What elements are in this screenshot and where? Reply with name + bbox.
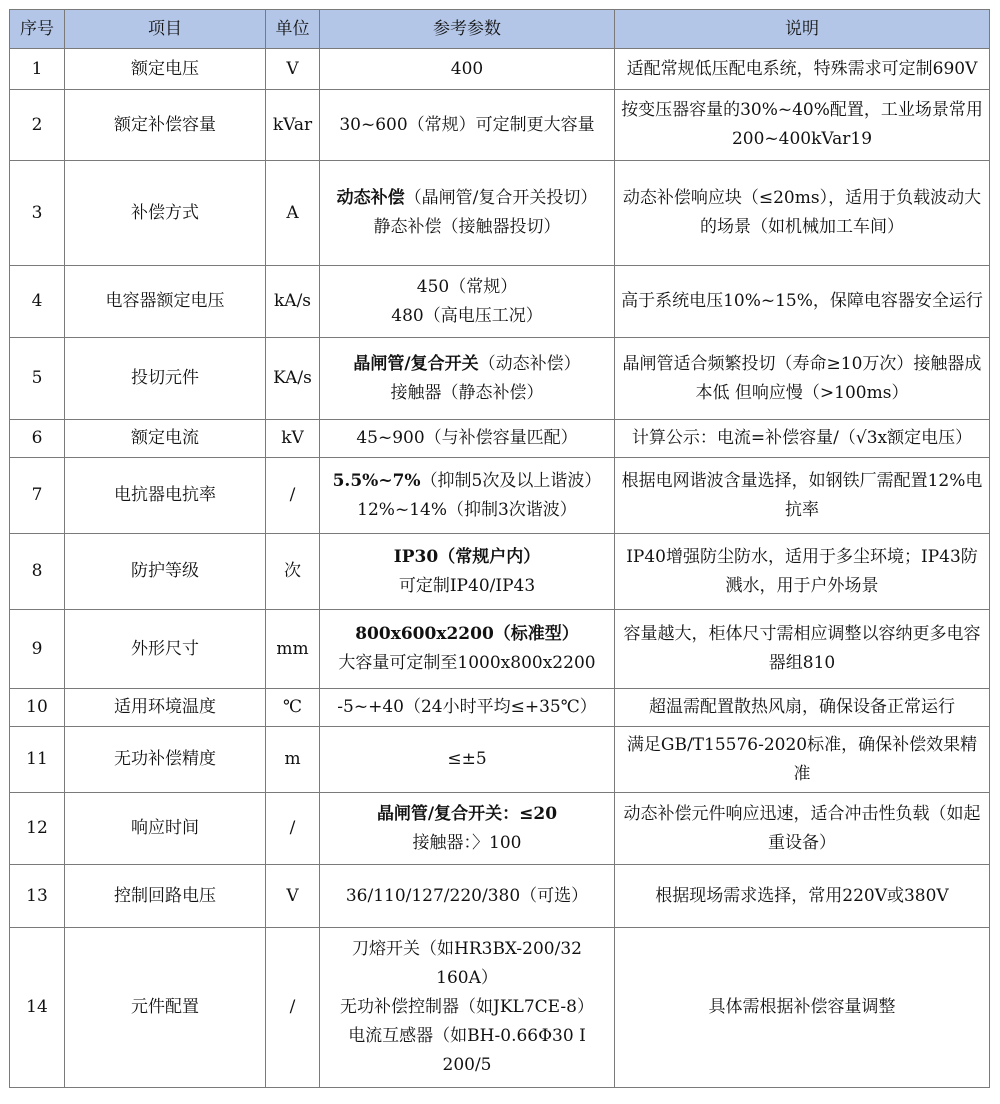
ref-line: 480（高电压工况） (391, 305, 543, 326)
cell-ref (320, 534, 615, 610)
cell-desc (615, 90, 990, 161)
cell-item: 额定电流 (65, 420, 266, 458)
ref-line: 刀熔开关（如HR3BX-200/32 (352, 939, 582, 959)
desc-text: 高于系统电压10%~15%，保障电容器安全运行 (621, 291, 983, 311)
cell-desc (615, 49, 990, 90)
cell-no: 12 (10, 793, 65, 865)
ref-line: 电流互感器（如BH-0.66Φ30 I (348, 1026, 586, 1046)
cell-desc (615, 865, 990, 928)
cell-ref (320, 793, 615, 865)
ref-line: 12%~14%（抑制3次谐波） (357, 499, 577, 520)
ref-line: ≤±5 (447, 749, 487, 769)
cell-no: 11 (10, 727, 65, 793)
cell-desc (615, 727, 990, 793)
ref-suffix: （动态补偿） (478, 353, 581, 374)
desc-text: 根据电网谐波含量选择，如钢铁厂需配置12%电抗率 (621, 470, 983, 520)
ref-suffix: （晶闸管/复合开关投切） (404, 188, 598, 208)
table-row (10, 865, 990, 928)
ref-suffix: （抑制5次及以上谐波） (420, 470, 602, 491)
cell-no: 3 (10, 161, 65, 266)
cell-ref (320, 689, 615, 727)
cell-item: 电抗器电抗率 (65, 458, 266, 534)
table-row (10, 689, 990, 727)
table-row (10, 610, 990, 689)
table-row (10, 161, 990, 266)
cell-ref (320, 928, 615, 1088)
cell-unit: ℃ (266, 689, 320, 727)
table-row (10, 793, 990, 865)
cell-item: 控制回路电压 (65, 865, 266, 928)
cell-unit: kV (266, 420, 320, 458)
cell-unit: A (266, 161, 320, 266)
cell-item: 外形尺寸 (65, 610, 266, 689)
ref-line: 接触器（静态补偿） (390, 382, 544, 403)
desc-text: 根据现场需求选择，常用220V或380V (655, 885, 949, 906)
cell-desc (615, 266, 990, 338)
cell-item: 额定补偿容量 (65, 90, 266, 161)
cell-no: 14 (10, 928, 65, 1088)
cell-desc (615, 928, 990, 1088)
ref-line (324, 467, 610, 496)
desc-text: 晶闸管适合频繁投切（寿命≥10万次）接触器成本低 但响应慢（>100ms） (622, 353, 982, 403)
cell-ref (320, 49, 615, 90)
ref-line: -5~+40（24小时平均≤+35℃） (337, 697, 597, 717)
ref-line: 36/110/127/220/380（可选） (345, 885, 589, 906)
ref-bold: 动态补偿 (336, 188, 405, 208)
cell-no: 8 (10, 534, 65, 610)
header-unit: 单位 (266, 10, 320, 49)
cell-unit: KA/s (266, 338, 320, 420)
desc-text: IP40增强防尘防水，适用于多尘环境；IP43防溅水，用于户外场景 (626, 546, 978, 596)
table-row (10, 420, 990, 458)
cell-item: 适用环境温度 (65, 689, 266, 727)
desc-text: 按变压器容量的30%~40%配置，工业场景常用200~400kVar19 (621, 100, 983, 149)
cell-unit: kA/s (266, 266, 320, 338)
cell-no: 7 (10, 458, 65, 534)
cell-desc (615, 420, 990, 458)
desc-text: 计算公示：电流=补偿容量/（√3x额定电压） (631, 428, 973, 448)
cell-desc (615, 458, 990, 534)
cell-unit: kVar (266, 90, 320, 161)
cell-item: 补偿方式 (65, 161, 266, 266)
cell-item: 元件配置 (65, 928, 266, 1088)
table-row (10, 49, 990, 90)
ref-bold: 5.5%~7% (332, 470, 421, 491)
ref-line: 400 (450, 58, 484, 79)
ref-bold: 800x600x2200（标准型） (355, 624, 579, 644)
ref-line: 450（常规） (416, 276, 518, 297)
ref-line: 30~600（常规）可定制更大容量 (339, 114, 595, 135)
cell-item: 无功补偿精度 (65, 727, 266, 793)
header-ref: 参考参数 (320, 10, 615, 49)
cell-ref (320, 610, 615, 689)
header-item: 项目 (65, 10, 266, 49)
ref-line: 静态补偿（接触器投切） (373, 217, 561, 237)
cell-item: 电容器额定电压 (65, 266, 266, 338)
table-row (10, 266, 990, 338)
cell-desc (615, 793, 990, 865)
cell-unit: 次 (266, 534, 320, 610)
desc-text: 容量越大，柜体尺寸需相应调整以容纳更多电容器组810 (623, 624, 981, 673)
ref-bold: 晶闸管/复合开关 (353, 353, 479, 374)
cell-ref (320, 338, 615, 420)
table-row (10, 727, 990, 793)
cell-no: 5 (10, 338, 65, 420)
parameter-table (9, 9, 990, 1088)
cell-ref (320, 90, 615, 161)
cell-ref (320, 458, 615, 534)
cell-no: 2 (10, 90, 65, 161)
header-desc: 说明 (615, 10, 990, 49)
ref-line: 大容量可定制至1000x800x2200 (338, 653, 596, 673)
cell-item: 防护等级 (65, 534, 266, 610)
cell-no: 6 (10, 420, 65, 458)
ref-line: 200/5 (442, 1055, 492, 1075)
cell-item: 额定电压 (65, 49, 266, 90)
desc-text: 超温需配置散热风扇，确保设备正常运行 (649, 697, 955, 717)
header-no: 序号 (10, 10, 65, 49)
cell-no: 4 (10, 266, 65, 338)
ref-line: 160A） (436, 968, 498, 988)
cell-unit: / (266, 793, 320, 865)
ref-line: 接触器：〉100 (412, 832, 522, 853)
ref-line: 可定制IP40/IP43 (398, 575, 536, 596)
cell-no: 1 (10, 49, 65, 90)
table-row (10, 928, 990, 1088)
cell-desc (615, 689, 990, 727)
ref-line: 45~900（与补偿容量匹配） (356, 428, 578, 448)
ref-line (324, 350, 610, 379)
cell-item: 响应时间 (65, 793, 266, 865)
table-row (10, 534, 990, 610)
header-row (10, 10, 990, 49)
cell-unit: mm (266, 610, 320, 689)
cell-ref (320, 420, 615, 458)
ref-bold: 晶闸管/复合开关：≤20 (376, 803, 558, 824)
ref-bold: IP30（常规户内） (393, 546, 541, 567)
cell-item: 投切元件 (65, 338, 266, 420)
cell-ref (320, 865, 615, 928)
desc-text: 动态补偿响应块（≤20ms），适用于负载波动大的场景（如机械加工车间） (622, 188, 982, 237)
desc-text: 满足GB/T15576-2020标准，确保补偿效果精准 (626, 734, 978, 784)
desc-text: 适配常规低压配电系统，特殊需求可定制690V (626, 58, 978, 79)
cell-ref (320, 727, 615, 793)
cell-unit: / (266, 458, 320, 534)
cell-ref (320, 161, 615, 266)
cell-desc (615, 338, 990, 420)
cell-unit: / (266, 928, 320, 1088)
cell-unit: m (266, 727, 320, 793)
cell-unit: V (266, 865, 320, 928)
cell-desc (615, 610, 990, 689)
cell-no: 10 (10, 689, 65, 727)
cell-ref (320, 266, 615, 338)
ref-line: 无功补偿控制器（如JKL7CE-8） (340, 997, 594, 1017)
table-row (10, 458, 990, 534)
cell-no: 9 (10, 610, 65, 689)
cell-unit: V (266, 49, 320, 90)
desc-text: 具体需根据补偿容量调整 (708, 997, 896, 1017)
cell-no: 13 (10, 865, 65, 928)
table-row (10, 338, 990, 420)
desc-text: 动态补偿元件响应迅速，适合冲击性负载（如起重设备） (623, 803, 981, 853)
cell-desc (615, 534, 990, 610)
ref-line (324, 184, 610, 213)
cell-desc (615, 161, 990, 266)
table-row (10, 90, 990, 161)
